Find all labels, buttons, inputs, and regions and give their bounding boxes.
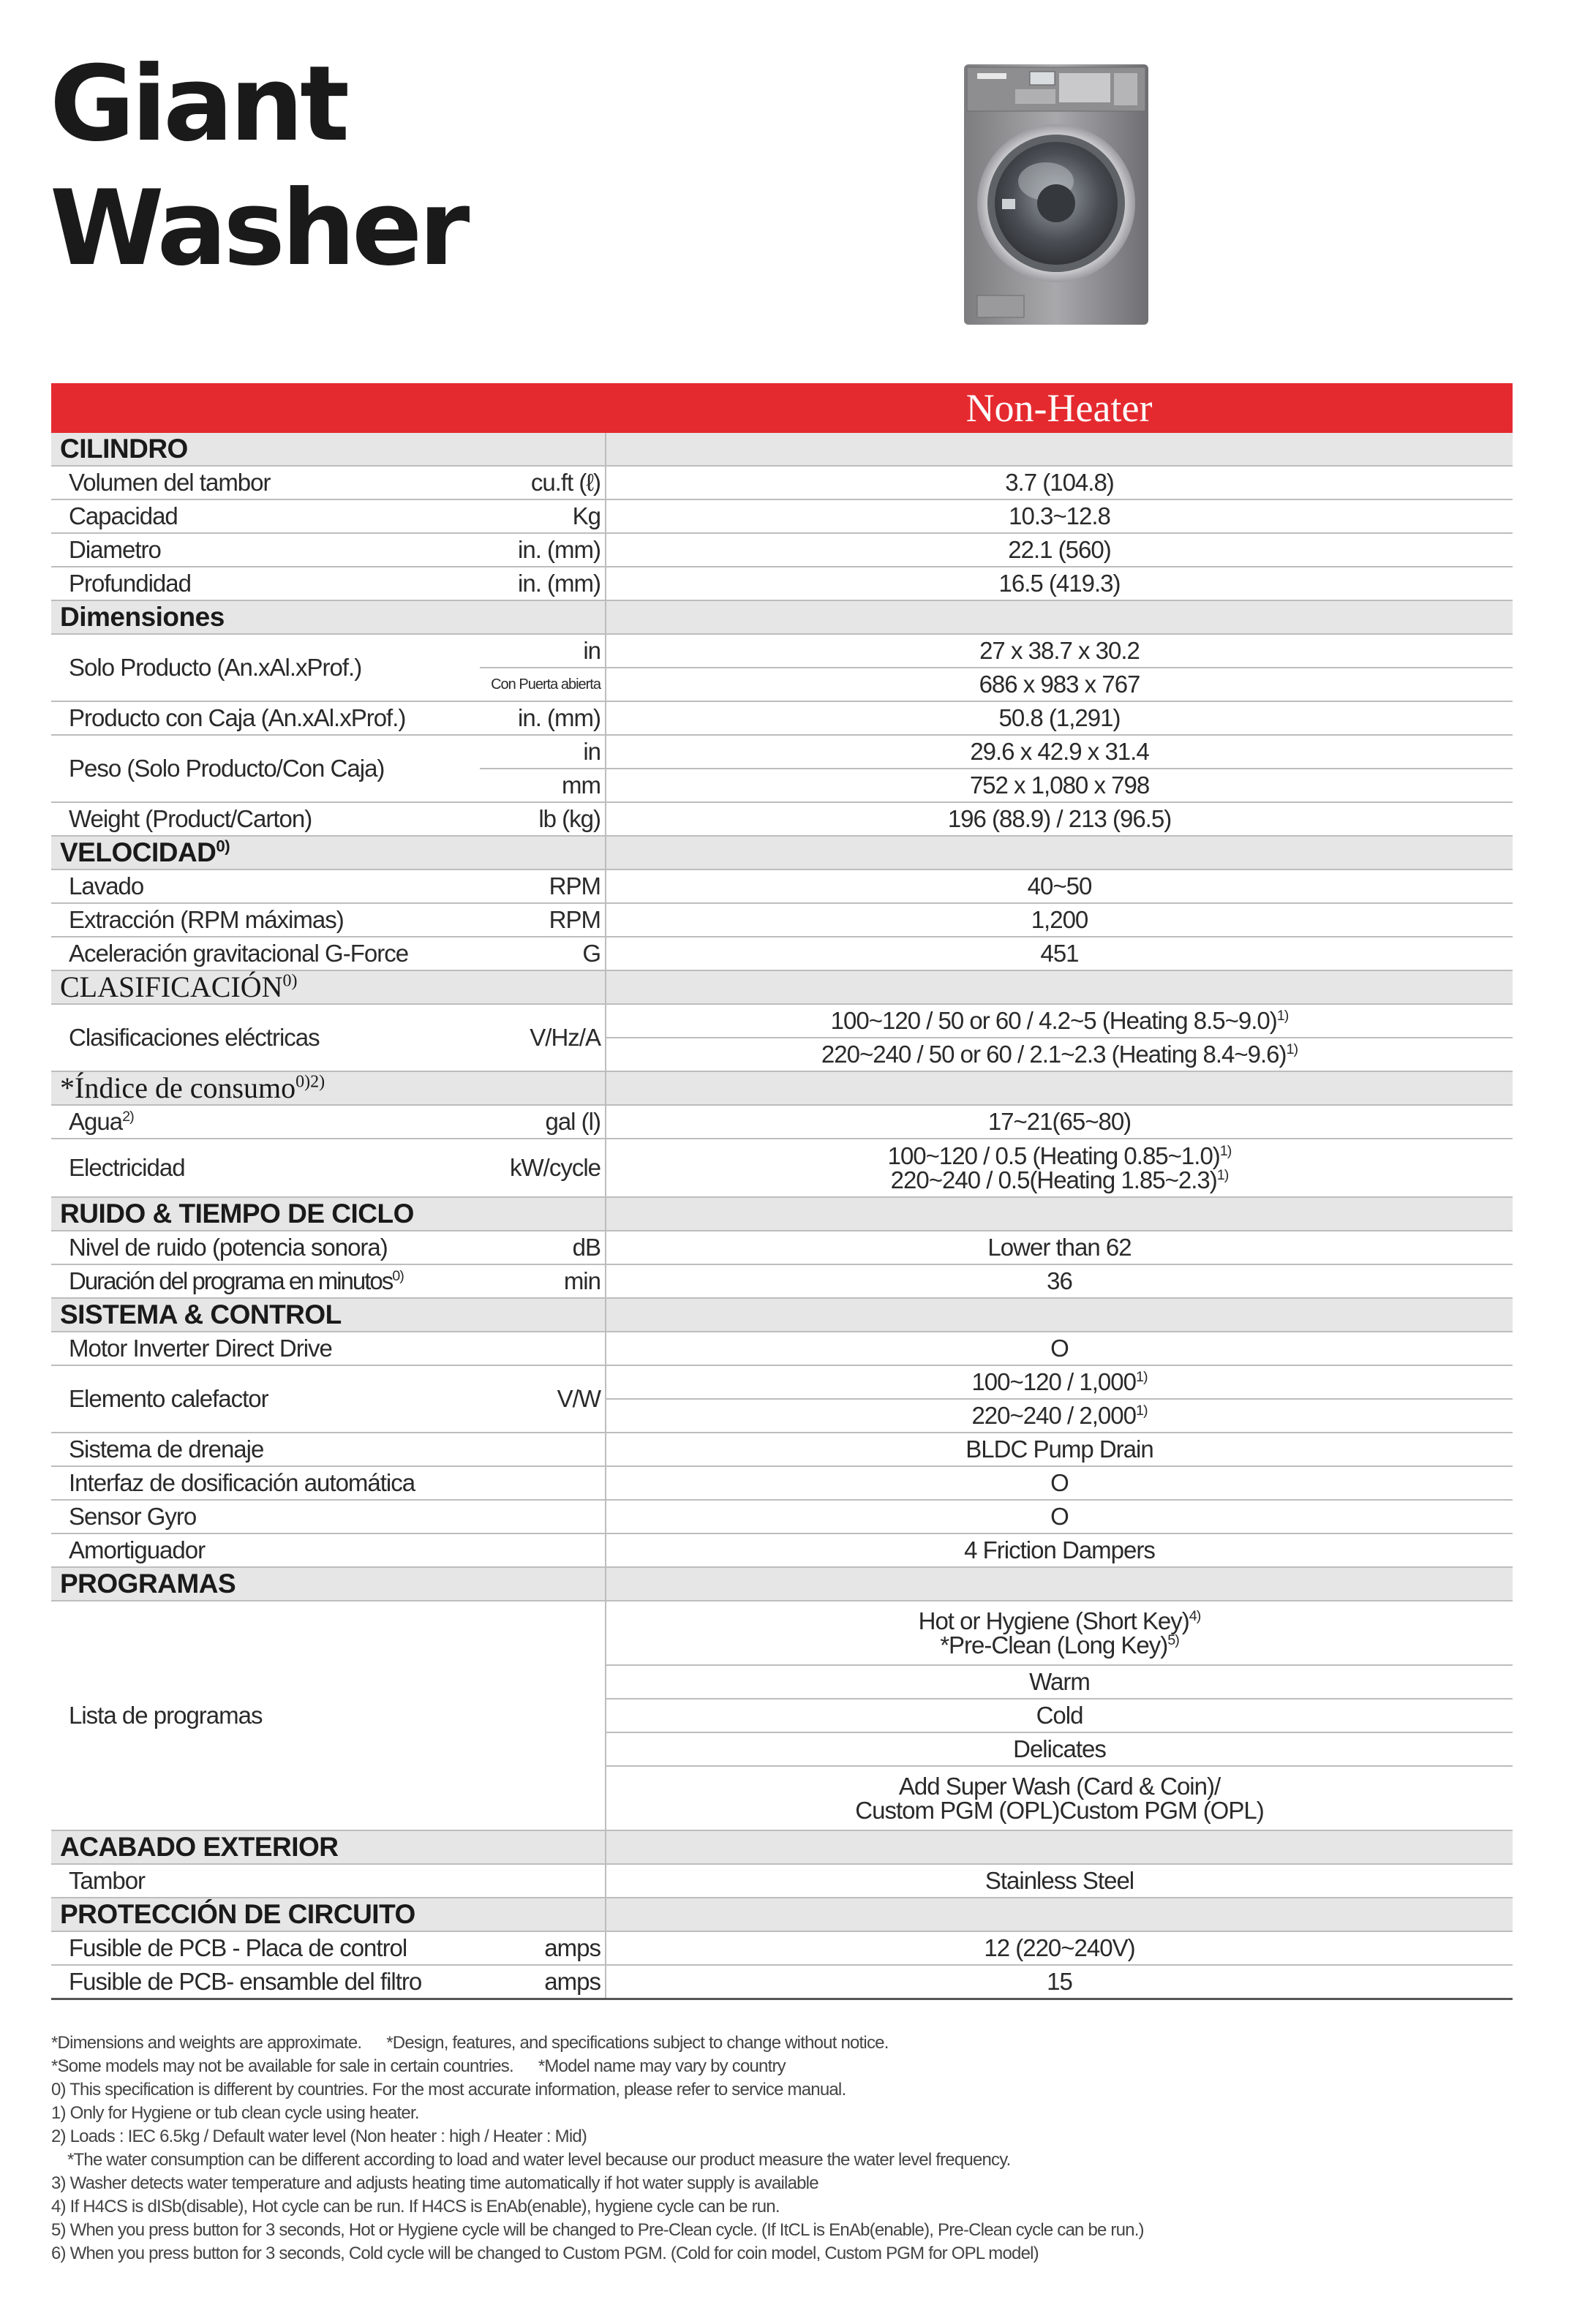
table-row (51, 466, 1513, 499)
table-row (51, 1332, 1513, 1365)
title-line-1: Giant (50, 44, 347, 165)
program-item: Cold (606, 1699, 1513, 1732)
table-row (51, 1931, 1513, 1965)
row-label: Fusible de PCB- ensamble del filtro (51, 1965, 480, 1999)
row-label: Volumen del tambor (51, 466, 480, 499)
footnote: 1) Only for Hygiene or tub clean cycle using heater. (51, 2103, 419, 2123)
section-title: Dimensiones (51, 600, 606, 634)
table-row (51, 701, 1513, 735)
row-value: 3.7 (104.8) (606, 466, 1513, 499)
table-row (51, 735, 1513, 769)
section-title: VELOCIDAD (60, 837, 217, 867)
row-value: 15 (606, 1965, 1513, 1999)
row-label: Elemento calefactor (51, 1365, 480, 1433)
row-value: 40~50 (606, 869, 1513, 903)
table-row (51, 1264, 1513, 1298)
row-label: Clasificaciones eléctricas (51, 1004, 480, 1071)
row-value: 22.1 (560) (606, 533, 1513, 567)
row-value: Stainless Steel (606, 1864, 1513, 1898)
row-value: 4 Friction Dampers (606, 1533, 1513, 1567)
table-row (51, 1466, 1513, 1500)
row-value: 29.6 x 42.9 x 31.4 (606, 735, 1513, 769)
row-value: 100~120 / 0.5 (Heating 0.85~1.0)$^{1)}$ 220~240 / 0.5(Heating 1.85~2.3)$^{1)}$ (606, 1139, 1513, 1197)
footnote: *The water consumption can be different according to load and water level because our product measure the water level frequency. (67, 2150, 1011, 2170)
section-cilindro (51, 433, 1513, 466)
row-unit: lb (kg) (480, 802, 606, 836)
row-label: Electricidad (51, 1139, 480, 1197)
footnote-ref: 0) (282, 971, 298, 991)
row-value: 196 (88.9) / 213 (96.5) (606, 802, 1513, 836)
section-ruido (51, 1197, 1513, 1231)
footnote: 4) If H4CS is dISb(disable), Hot cycle can be run. If H4CS is EnAb(enable), hygiene cycle can be run. (51, 2197, 780, 2217)
row-unit: cu.ft (ℓ) (480, 466, 606, 499)
row-value: 220~240 / 2,000$^{1)}$ (606, 1399, 1513, 1433)
row-label: Extracción (RPM máximas) (51, 903, 480, 937)
row-value: 16.5 (419.3) (606, 567, 1513, 600)
row-label: Capacidad (51, 499, 480, 533)
row-unit: in. (mm) (480, 701, 606, 735)
table-row (51, 869, 1513, 903)
section-dimensiones (51, 600, 1513, 634)
footnote: *Dimensions and weights are approximate. *Design, features, and specifications subject to change without notice. (51, 2033, 889, 2053)
row-value: 36 (606, 1264, 1513, 1298)
row-label: Aceleración gravitacional G-Force (51, 937, 480, 970)
table-row (51, 1601, 1513, 1665)
section-acabado (51, 1830, 1513, 1864)
program-item: Hot or Hygiene (Short Key)$^{4)}$ *Pre-Clean (Long Key)$^{5)}$ (606, 1601, 1513, 1665)
section-title: CILINDRO (51, 433, 606, 466)
footnote: *Some models may not be available for sale in certain countries. *Model name may vary by country (51, 2056, 786, 2076)
program-item: Delicates (606, 1732, 1513, 1766)
row-unit: G (480, 937, 606, 970)
row-value: 17~21(65~80) (606, 1105, 1513, 1139)
section-sistema (51, 1298, 1513, 1332)
row-label: Amortiguador (51, 1533, 606, 1567)
section-title: RUIDO & TIEMPO DE CICLO (51, 1197, 606, 1231)
section-title: *Índice de consumo (60, 1071, 296, 1104)
table-row (51, 1139, 1513, 1197)
row-unit: dB (480, 1231, 606, 1264)
row-value: 100~120 / 1,000$^{1)}$ (606, 1365, 1513, 1399)
footnote: 3) Washer detects water temperature and adjusts heating time automatically if hot water supply is available (51, 2173, 818, 2193)
row-unit: in. (mm) (480, 533, 606, 567)
section-title: SISTEMA & CONTROL (51, 1298, 606, 1332)
row-value: 27 x 38.7 x 30.2 (606, 634, 1513, 668)
row-unit: in. (mm) (480, 567, 606, 600)
table-row (51, 1105, 1513, 1139)
section-velocidad (51, 836, 1513, 869)
row-unit: V/Hz/A (480, 1004, 606, 1071)
row-value: 752 x 1,080 x 798 (606, 769, 1513, 802)
row-label: Motor Inverter Direct Drive (51, 1332, 606, 1365)
row-value: 50.8 (1,291) (606, 701, 1513, 735)
footnotes (51, 2031, 1514, 2265)
row-value: 1,200 (606, 903, 1513, 937)
row-unit: RPM (480, 869, 606, 903)
washer-product-image (964, 64, 1148, 325)
specification-table (51, 383, 1513, 2000)
row-value: 686 x 983 x 767 (606, 668, 1513, 701)
table-row (51, 1500, 1513, 1533)
row-label: Lavado (51, 869, 480, 903)
section-programas (51, 1567, 1513, 1601)
row-value: BLDC Pump Drain (606, 1433, 1513, 1466)
table-row (51, 1864, 1513, 1898)
row-label: Sistema de drenaje (51, 1433, 606, 1466)
row-value: 100~120 / 50 or 60 / 4.2~5 (Heating 8.5~9.0)$^{1)}$ (606, 1004, 1513, 1038)
row-unit: mm (480, 769, 606, 802)
section-title: CLASIFICACIÓN (60, 970, 283, 1003)
footnote: 0) This specification is different by countries. For the most accurate information, please refer to service manual. (51, 2080, 846, 2099)
row-label: Solo Producto (An.xAl.xProf.) (51, 634, 480, 701)
footnote-ref: 0) (216, 837, 230, 856)
row-label: Agua$^{2)}$ (51, 1105, 480, 1139)
footnote: 6) When you press button for 3 seconds, Cold cycle will be changed to Custom PGM. (Cold for coin model, Custom PGM for OPL model) (51, 2244, 1039, 2263)
column-header-non-heater: Non-Heater (606, 383, 1513, 433)
row-label: Nivel de ruido (potencia sonora) (51, 1231, 480, 1264)
row-unit: in (480, 634, 606, 668)
row-label: Profundidad (51, 567, 480, 600)
table-row (51, 499, 1513, 533)
row-unit: Con Puerta abierta (480, 668, 606, 701)
row-label: Lista de programas (51, 1601, 606, 1830)
section-title: ACABADO EXTERIOR (51, 1830, 606, 1864)
table-row (51, 1533, 1513, 1567)
row-value: 451 (606, 937, 1513, 970)
section-title: PROTECCIÓN DE CIRCUITO (51, 1898, 606, 1931)
row-label: Peso (Solo Producto/Con Caja) (51, 735, 480, 802)
table-row (51, 903, 1513, 937)
title-line-2: Washer (50, 168, 467, 289)
footnote: 2) Loads : IEC 6.5kg / Default water level (Non heater : high / Heater : Mid) (51, 2127, 587, 2146)
row-value: O (606, 1332, 1513, 1365)
table-row (51, 1965, 1513, 1999)
row-value: 220~240 / 50 or 60 / 2.1~2.3 (Heating 8.4~9.6)$^{1)}$ (606, 1038, 1513, 1071)
table-row (51, 634, 1513, 668)
table-row (51, 567, 1513, 600)
table-row (51, 937, 1513, 970)
table-row (51, 1004, 1513, 1038)
row-label: Interfaz de dosificación automática (51, 1466, 606, 1500)
section-clasificacion (51, 970, 1513, 1004)
section-consumo (51, 1071, 1513, 1105)
row-value: O (606, 1466, 1513, 1500)
footnote: 5) When you press button for 3 seconds, Hot or Hygiene cycle will be changed to Pre-Clean cycle. (If ItCL is EnAb(enable), Pre-Clean cycle can be run.) (51, 2220, 1144, 2240)
row-unit: min (480, 1264, 606, 1298)
section-title: PROGRAMAS (51, 1567, 606, 1601)
row-unit: in (480, 735, 606, 769)
row-unit: amps (480, 1965, 606, 1999)
table-row (51, 1433, 1513, 1466)
footnote-ref: 0)2) (295, 1072, 325, 1092)
row-unit: V/W (480, 1365, 606, 1433)
table-row (51, 533, 1513, 567)
row-label: Producto con Caja (An.xAl.xProf.) (51, 701, 480, 735)
row-value: O (606, 1500, 1513, 1533)
row-unit: kW/cycle (480, 1139, 606, 1197)
section-proteccion (51, 1898, 1513, 1931)
table-row (51, 1365, 1513, 1399)
row-unit: amps (480, 1931, 606, 1965)
row-unit: RPM (480, 903, 606, 937)
row-label: Diametro (51, 533, 480, 567)
page-title (50, 42, 466, 291)
row-label: Duración del programa en minutos$^{0)}$ (51, 1264, 480, 1298)
row-value: 10.3~12.8 (606, 499, 1513, 533)
row-label: Fusible de PCB - Placa de control (51, 1931, 480, 1965)
program-item: Warm (606, 1665, 1513, 1699)
row-unit: gal (l) (480, 1105, 606, 1139)
row-value: 12 (220~240V) (606, 1931, 1513, 1965)
table-row (51, 802, 1513, 836)
row-label: Tambor (51, 1864, 606, 1898)
table-row (51, 1231, 1513, 1264)
row-value: Lower than 62 (606, 1231, 1513, 1264)
row-label: Sensor Gyro (51, 1500, 606, 1533)
row-label: Weight (Product/Carton) (51, 802, 480, 836)
table-header-row (51, 383, 1513, 433)
program-item: Add Super Wash (Card & Coin)/ Custom PGM (OPL)Custom PGM (OPL) (606, 1766, 1513, 1830)
row-unit: Kg (480, 499, 606, 533)
